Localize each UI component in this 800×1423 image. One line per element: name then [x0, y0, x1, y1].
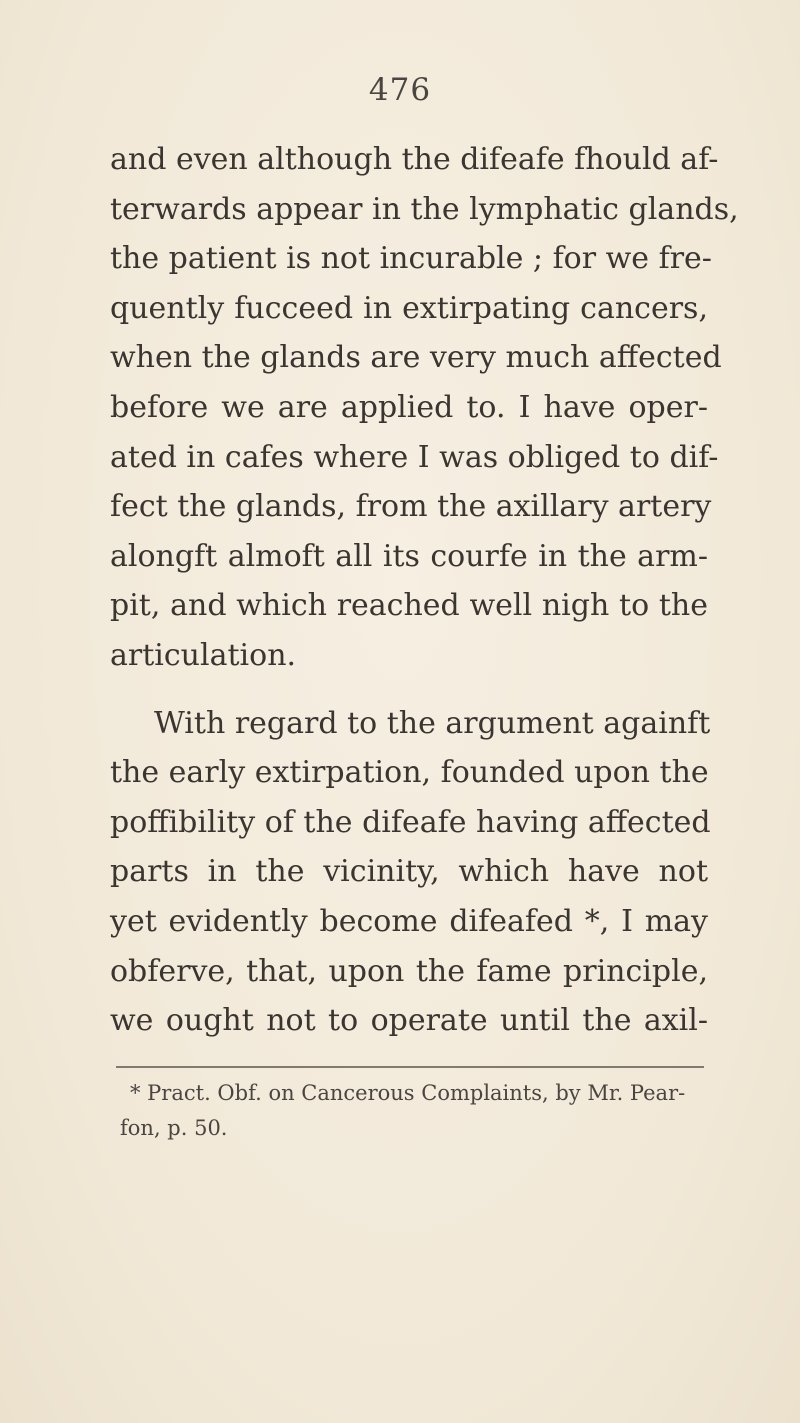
- text-line: articulation.: [110, 637, 297, 673]
- text-line: yet evidently become difeafed *, I may: [110, 903, 708, 939]
- text-line: terwards appear in the lymphatic glands,: [110, 191, 739, 227]
- text-line: pit, and which reached well nigh to the: [110, 588, 708, 624]
- footnote-line: * Pract. Obf. on Cancerous Complaints, by Mr. Pear-: [130, 1081, 686, 1105]
- text-line: poffibility of the difeafe having affected: [110, 804, 711, 840]
- body-text: [110, 135, 739, 1046]
- page-number: 476: [368, 72, 432, 108]
- footnote-rule: [116, 1066, 704, 1068]
- text-line: alongft almoft all its courfe in the arm-: [110, 538, 708, 574]
- text-line: fect the glands, from the axillary artery: [110, 489, 712, 525]
- text-line: when the glands are very much affected: [110, 340, 722, 376]
- paragraph-gap: [110, 681, 708, 699]
- text-line: the early extirpation, founded upon the: [110, 755, 709, 791]
- text-line: and even although the difeafe fhould af-: [110, 142, 719, 177]
- text-line: the patient is not incurable ; for we fre-: [110, 241, 712, 277]
- text-line: With regard to the argument againft: [154, 705, 711, 741]
- text-line: quently fucceed in extirpating cancers,: [110, 290, 708, 326]
- text-line: parts in the vicinity, which have not: [110, 854, 708, 890]
- footnote-line: fon, p. 50.: [120, 1116, 228, 1140]
- footnote: [120, 1076, 720, 1146]
- text-line: obferve, that, upon the fame principle,: [110, 953, 708, 989]
- text-line: ated in cafes where I was obliged to dif-: [110, 439, 719, 475]
- text-line: we ought not to operate until the axil-: [110, 1003, 708, 1039]
- text-line: before we are applied to. I have oper-: [110, 389, 708, 425]
